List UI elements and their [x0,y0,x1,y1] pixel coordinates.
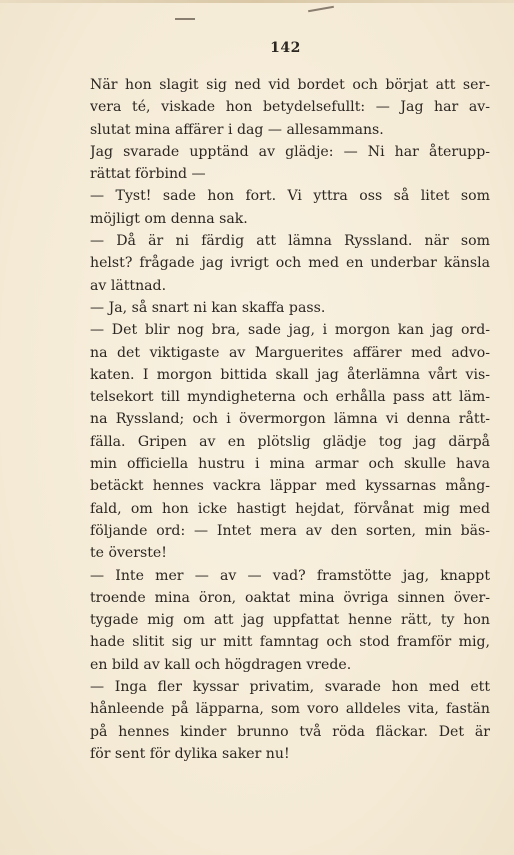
text-line: av lättnad. [90,277,167,294]
text-line: — Ja, så snart ni kan skaffa pass. [90,299,326,316]
text-line: helst? frågade jag ivrigt och med en underbar känsla [90,255,490,272]
page-top-edge [0,0,514,3]
text-line: na Ryssland; och i övermorgon lämna vi denna rått- [90,411,490,428]
text-line: fälla. Gripen av en plötslig glädje tog jag därpå [90,433,490,450]
ink-mark [308,6,334,12]
text-line: min officiella hustru i mina armar och skulle hava [90,456,490,473]
text-line: hade slitit sig ur mitt famntag och stod framför mig, [90,634,490,651]
text-line: hånleende på läpparna, som voro alldeles vita, fastän [90,701,490,718]
text-line: — Tyst! sade hon fort. Vi yttra oss så litet som [90,188,490,205]
text-line: — Då är ni färdig att lämna Ryssland. när som [90,233,490,250]
text-line: — Inte mer — av — vad? framstötte jag, knappt [90,567,490,584]
text-line: När hon slagit sig ned vid bordet och börjat att ser- [90,77,490,93]
text-line: på hennes kinder brunno två röda fläckar. Det är [90,723,490,740]
text-line: rättat förbind — [90,166,206,183]
body-text [90,74,490,765]
text-line: fald, om hon icke hastigt hejdat, förvånat mig med [90,500,490,517]
text-line: — Inga fler kyssar privatim, svarade hon med ett [90,679,490,696]
text-line: möjligt om denna sak. [90,210,248,227]
text-line: Jag svarade upptänd av glädje: — Ni har återupp- [90,143,490,160]
text-line: för sent för dylika saker nu! [90,745,290,762]
text-line: telsekort till myndigheterna och erhålla pass att läm- [90,389,490,406]
text-line: en bild av kall och högdragen vrede. [90,656,352,673]
text-line: tygade mig om att jag uppfattat henne rätt, ty hon [90,612,490,629]
text-line: betäckt hennes vackra läppar med kyssarnas mång- [90,478,490,495]
text-line: troende mina öron, oaktat mina övriga sinnen över- [90,589,490,606]
ink-mark [175,18,195,20]
page-number: 142 [270,40,301,56]
text-line: katen. I morgon bittida skall jag återlämna vårt vis- [90,366,490,383]
text-line: följande ord: — Intet mera av den sorten, min bäs- [90,522,490,539]
text-line: — Det blir nog bra, sade jag, i morgon kan jag ord- [90,322,490,339]
text-line: vera té, viskade hon betydelsefullt: — Jag har av- [90,99,490,116]
text-line: na det viktigaste av Marguerites affärer med advo- [90,344,490,361]
text-line: slutat mina affärer i dag — allesammans. [90,121,384,138]
text-line: te överste! [90,545,167,562]
